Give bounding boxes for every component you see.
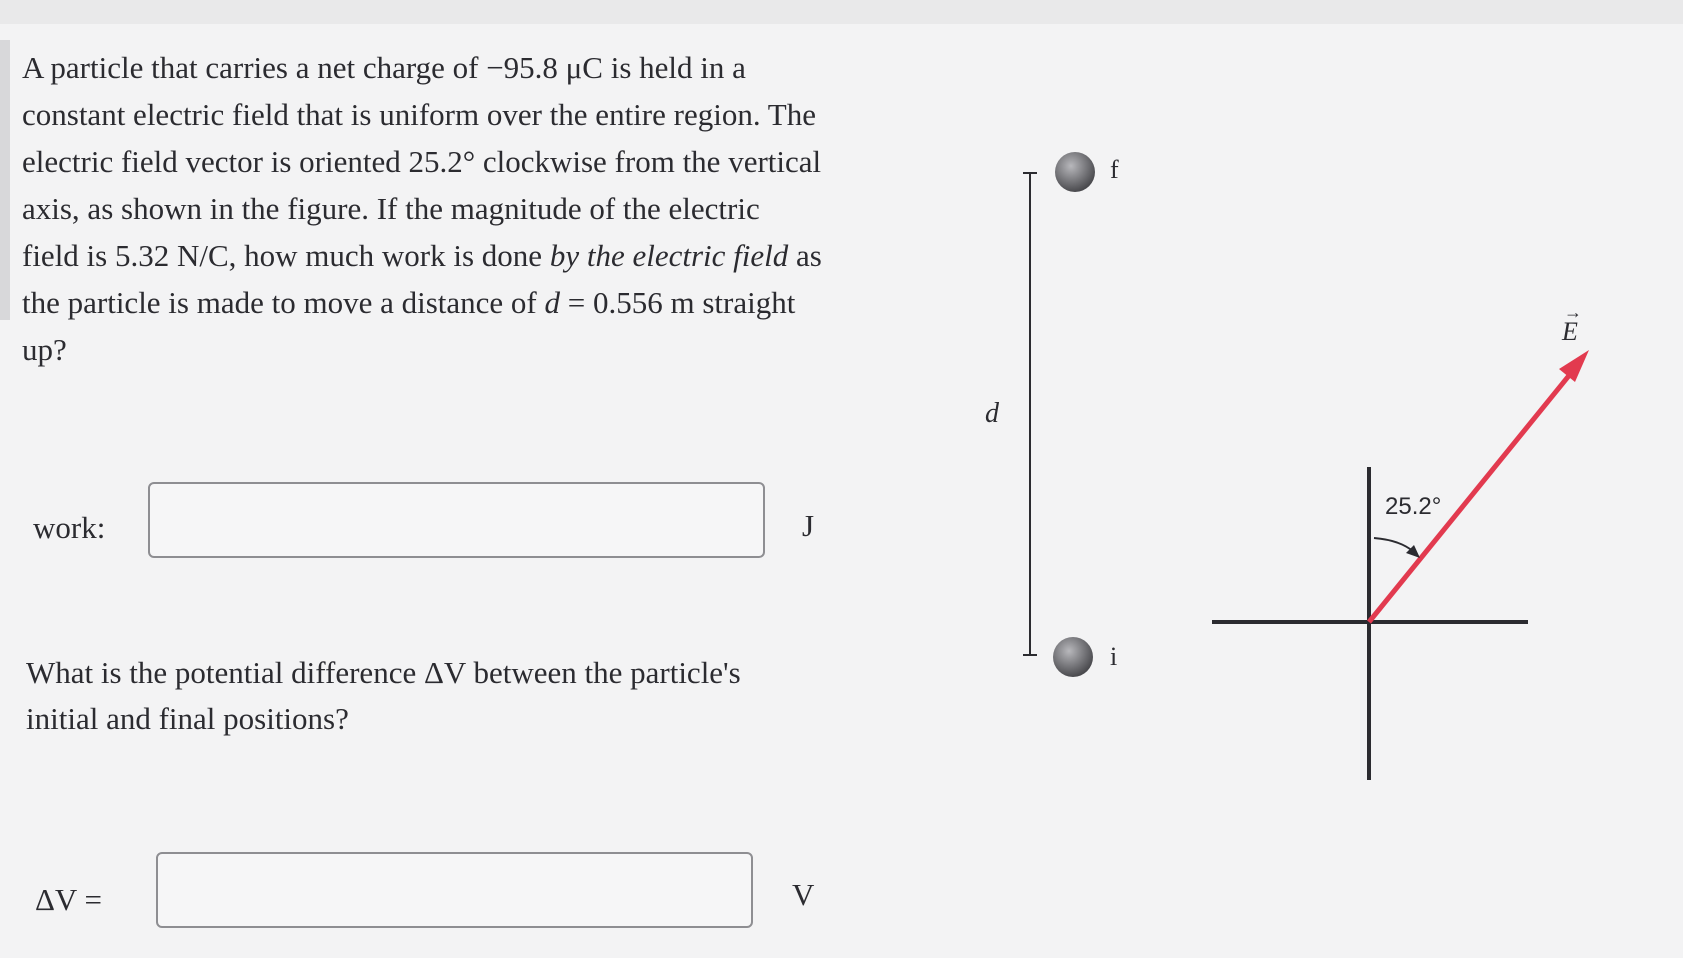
field-vector-arrow: → xyxy=(1564,302,1582,322)
electric-field-arrowhead xyxy=(1559,350,1589,382)
initial-position-sphere xyxy=(1053,637,1093,677)
angle-arc xyxy=(1374,538,1414,552)
final-label: f xyxy=(1110,155,1119,184)
question-italic-phrase: by the electric field xyxy=(549,238,789,273)
final-position-sphere xyxy=(1055,152,1095,192)
delta-v-label: ΔV = xyxy=(35,882,102,917)
question2-text: What is the potential difference ΔV between the particle's initial and final positions? xyxy=(26,655,741,736)
question-variable-d: d xyxy=(544,285,561,320)
distance-label: d xyxy=(985,398,999,429)
delta-v-unit: V xyxy=(792,877,815,912)
question-part1: A particle that carries a net charge of −95.8 μC is held in a constant electric field that is uniform over the entire region. The electric field vector is oriented 25.2° clockwise from the vertical axis, as shown in the figure. If the magnitude of the electric field is 5.32 N/C, how much work is done xyxy=(22,50,822,273)
work-label: work: xyxy=(33,510,106,545)
field-label: E xyxy=(1562,317,1578,346)
initial-label: i xyxy=(1110,642,1118,671)
electric-field-vector xyxy=(1369,362,1580,622)
question-part3: = 0.556 m straight up? xyxy=(22,285,796,367)
angle-label: 25.2° xyxy=(1385,493,1442,520)
question-part2: as the particle is made to move a distance of xyxy=(22,238,822,320)
work-unit: J xyxy=(802,508,815,543)
